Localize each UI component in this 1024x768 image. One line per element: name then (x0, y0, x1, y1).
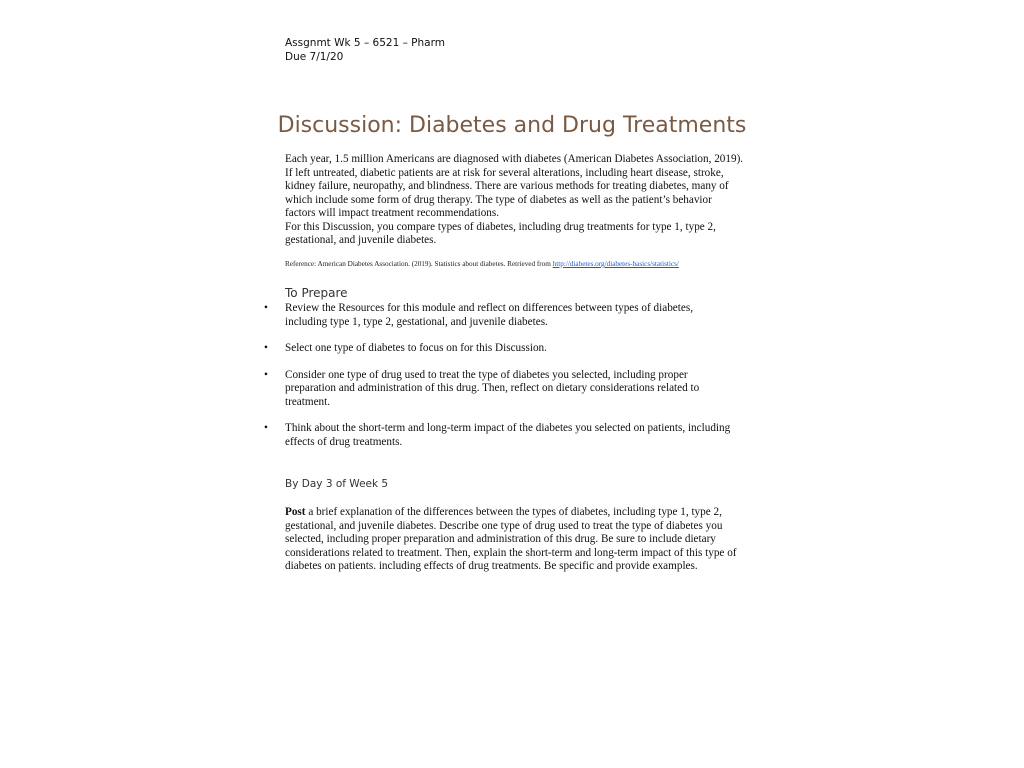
intro-section (285, 153, 745, 248)
to-prepare-heading: To Prepare (285, 286, 348, 300)
due-date-line: Due 7/1/20 (285, 51, 344, 63)
reference-link[interactable]: http://diabetes.org/diabetes-basics/statistics/ (552, 260, 679, 268)
by-day-heading: By Day 3 of Week 5 (285, 478, 389, 490)
list-item-text: Review the Resources for this module and reflect on differences between types of diabetes, including type 1, type 2, gestational, and juvenile diabetes. (285, 302, 693, 328)
assignment-line: Assgnmt Wk 5 – 6521 – Pharm (285, 37, 445, 49)
bullet-icon: • (264, 368, 268, 381)
list-item (264, 422, 734, 449)
to-prepare-list (264, 302, 734, 462)
bullet-icon: • (264, 302, 268, 314)
document-header (285, 36, 445, 64)
intro-paragraph: Each year, 1.5 million Americans are diagnosed with diabetes (American Diabetes Association, 2019). If left untreated, diabetic patients are at risk for several alterations, including heart disease, stroke, kidney failure, neuropathy, and blindness. There are various methods for treating diabetes, many of which include some form of drug therapy. The type of diabetes as well as the patient’s behavior factors will impact treatment recommendations. (285, 153, 744, 219)
document-title: Discussion: Diabetes and Drug Treatments (277, 113, 747, 138)
bullet-icon: • (264, 422, 268, 434)
post-label: Post (285, 506, 306, 518)
post-instructions-text: a brief explanation of the differences between the types of diabetes, including type 1, type 2, gestational, and juvenile diabetes. Describe one type of drug used to treat the type of diabetes you selected, including proper preparation and administration of this drug. Be sure to include dietary considerations related to treatment. Then, explain the short-term and long-term impact of this type of diabetes on patients. including effects of drug treatments. Be specific and provide examples. (285, 506, 737, 572)
discussion-paragraph: For this Discussion, you compare types of diabetes, including drug treatments for type 1, type 2, gestational, and juvenile diabetes. (285, 220, 716, 246)
list-item (264, 342, 734, 356)
list-item-text: Select one type of diabetes to focus on for this Discussion. (285, 342, 547, 354)
list-item (264, 302, 734, 329)
list-item-text: Think about the short-term and long-term impact of the diabetes you selected on patients, including effects of drug treatments. (285, 422, 731, 448)
post-instructions (285, 506, 745, 574)
list-item-text: Consider one type of drug used to treat the type of diabetes you selected, including proper preparation and administration of this drug. Then, reflect on dietary considerations related to treatment. (285, 368, 700, 408)
reference-citation (285, 260, 755, 269)
list-item (264, 369, 734, 410)
reference-text: Reference: American Diabetes Association. (2019). Statistics about diabetes. Retrieved from (285, 260, 553, 268)
bullet-icon: • (264, 342, 268, 354)
